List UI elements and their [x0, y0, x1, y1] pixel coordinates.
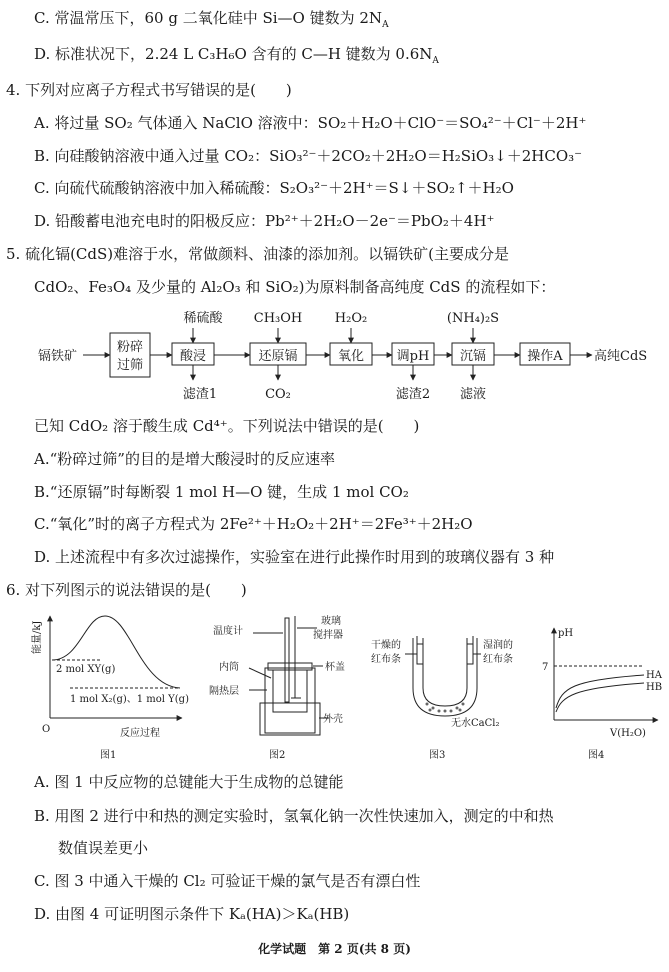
- fig1-caption: 图1: [100, 750, 117, 760]
- fig2-shell: 外壳: [323, 714, 343, 725]
- flow-reagent-nh4s: (NH₄)₂S: [446, 311, 500, 326]
- flow-start: 镉铁矿: [38, 349, 78, 364]
- flow-box1-bottom: 过筛: [116, 358, 144, 373]
- fig3-dry-line1: 干燥的: [371, 640, 401, 651]
- fig4-caption: 图4: [588, 750, 605, 760]
- fig2-insulation: 隔热层: [209, 686, 239, 697]
- q4-option-d: D. 铅酸蓄电池充电时的阳极反应：Pb²⁺＋2H₂O－2e⁻＝PbO₂＋4H⁺: [34, 212, 495, 230]
- q6-stem: 6. 对下列图示的说法错误的是( ): [6, 581, 247, 599]
- q5-option-b: B.“还原镉”时每断裂 1 mol H—O 键，生成 1 mol CO₂: [34, 483, 409, 501]
- q6-option-d: D. 由图 4 可证明图示条件下 Kₐ(HA)＞Kₐ(HB): [34, 905, 350, 923]
- fig2-lid: 杯盖: [325, 662, 345, 673]
- q4-option-c: C. 向硫代硫酸钠溶液中加入稀硫酸：S₂O₃²⁻＋2H⁺＝S↓＋SO₂↑＋H₂O: [34, 179, 514, 197]
- fig2-inner: 内筒: [219, 662, 239, 673]
- q6-option-b-line1: B. 用图 2 进行中和热的测定实验时，氢氧化钠一次性快速加入，测定的中和热: [34, 807, 554, 825]
- fig3-wet-line2: 红布条: [483, 654, 513, 665]
- fig4-ylabel: pH: [558, 628, 574, 639]
- flow-residue2: 滤渣2: [395, 387, 431, 402]
- flow-co2: CO₂: [265, 387, 291, 402]
- flow-reagent-acid: 稀硫酸: [183, 311, 223, 326]
- fig1-xlabel: 反应过程: [120, 728, 160, 739]
- fig1-ylabel: 能量/kJ: [32, 620, 43, 654]
- flow-reagent-methanol: CH₃OH: [253, 311, 303, 326]
- page-footer: 化学试题 第 2 页(共 8 页): [258, 942, 411, 956]
- flow-reagent-h2o2: H₂O₂: [334, 311, 368, 326]
- flow-box4: 氧化: [337, 349, 365, 364]
- q5-flowchart: [0, 300, 669, 408]
- fig2-stirrer-line2: 搅拌器: [313, 630, 343, 641]
- figure-1: [30, 608, 190, 760]
- q5-option-c: C.“氧化”时的离子方程式为 2Fe²⁺＋H₂O₂＋2H⁺＝2Fe³⁺＋2H₂O: [34, 515, 473, 533]
- fig1-origin: O: [42, 724, 51, 735]
- flow-box3: 还原镉: [258, 349, 298, 364]
- figure-2: [205, 608, 355, 760]
- fig2-thermometer: 温度计: [213, 626, 243, 637]
- fig4-tick-7: 7: [542, 662, 549, 673]
- fig3-dry-line2: 红布条: [371, 654, 401, 665]
- flow-box2: 酸浸: [179, 349, 207, 364]
- flow-residue1: 滤渣1: [182, 387, 218, 402]
- flow-box7: 操作A: [527, 349, 563, 364]
- q6-option-a: A. 图 1 中反应物的总键能大于生成物的总键能: [34, 773, 344, 791]
- q3-option-d: D. 标准状况下，2.24 L C₃H₆O 含有的 C—H 键数为 $0.6N_A$: [34, 45, 439, 66]
- fig4-xlabel: V(H₂O): [610, 728, 646, 739]
- q3-option-c: C. 常温常压下，60 g 二氧化硅中 Si—O 键数为 $2N_A$: [34, 9, 389, 30]
- flow-end: 高纯CdS: [594, 349, 648, 364]
- q6-option-b-line2: 数值误差更小: [58, 839, 149, 857]
- flow-box6: 沉镉: [459, 349, 487, 364]
- q5-option-d: D. 上述流程中有多次过滤操作，实验室在进行此操作时用到的玻璃仪器有 3 种: [34, 548, 555, 566]
- q5-stem-line1: 5. 硫化镉(CdS)难溶于水，常做颜料、油漆的添加剂。以镉铁矿(主要成分是: [6, 245, 509, 263]
- figure-4: [540, 608, 665, 760]
- fig1-lower-label: 1 mol X₂(g)、1 mol Y(g): [70, 694, 189, 705]
- fig4-series-ha: HA: [646, 670, 662, 681]
- q6-option-c: C. 图 3 中通入干燥的 Cl₂ 可验证干燥的氯气是否有漂白性: [34, 872, 421, 890]
- fig4-series-hb: HB: [646, 682, 663, 693]
- fig3-caption: 图3: [429, 750, 446, 760]
- fig3-cacl2: 无水CaCl₂: [451, 718, 500, 729]
- fig2-caption: 图2: [269, 750, 286, 760]
- fig3-wet-line1: 湿润的: [483, 640, 513, 651]
- q5-given: 已知 CdO₂ 溶于酸生成 Cd⁴⁺。下列说法中错误的是( ): [34, 417, 420, 435]
- q4-stem: 4. 下列对应离子方程式书写错误的是( ): [6, 81, 292, 99]
- fig1-upper-label: 2 mol XY(g): [56, 664, 116, 675]
- flow-box1-top: 粉碎: [116, 340, 144, 355]
- figure-3: [365, 608, 535, 760]
- flow-filtrate: 滤液: [459, 387, 487, 402]
- q4-option-b: B. 向硅酸钠溶液中通入过量 CO₂：SiO₃²⁻＋2CO₂＋2H₂O＝H₂SiO₃↓＋2HCO₃⁻: [34, 147, 583, 165]
- fig2-stirrer-line1: 玻璃: [321, 616, 341, 627]
- q4-option-a: A. 将过量 SO₂ 气体通入 NaClO 溶液中：SO₂＋H₂O＋ClO⁻＝SO₄²⁻＋Cl⁻＋2H⁺: [34, 114, 587, 132]
- flow-box5: 调pH: [396, 349, 430, 364]
- q5-option-a: A.“粉碎过筛”的目的是增大酸浸时的反应速率: [34, 450, 335, 468]
- q5-stem-line2: CdO₂、Fe₃O₄ 及少量的 Al₂O₃ 和 SiO₂)为原料制备高纯度 CdS 的流程如下：: [34, 278, 556, 296]
